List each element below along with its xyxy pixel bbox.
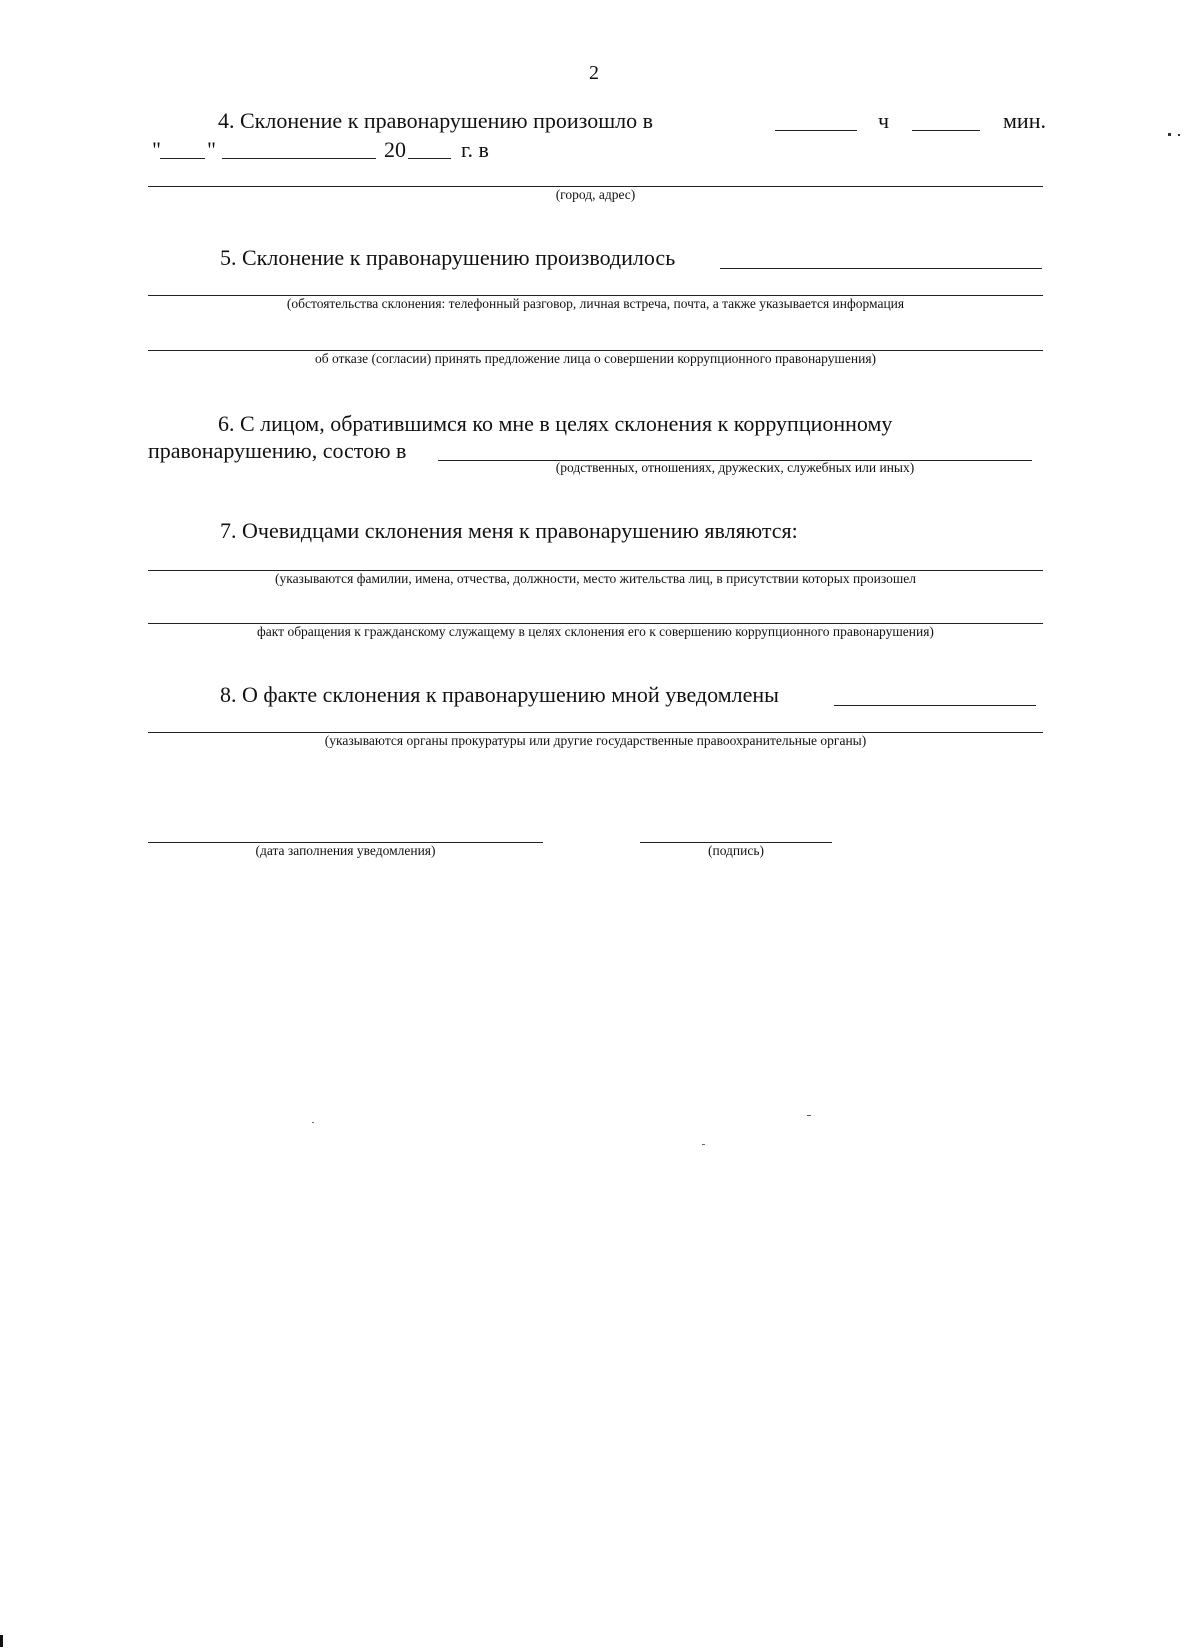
hour-label: ч	[878, 108, 890, 133]
quote-open: "	[152, 137, 161, 162]
hour-blank	[775, 130, 857, 131]
scan-speck	[0, 1635, 3, 1647]
scan-speck	[807, 1115, 811, 1116]
year-suffix: г. в	[461, 137, 489, 162]
date-caption: (дата заполнения уведомления)	[255, 843, 436, 858]
item-5-blank	[720, 268, 1042, 269]
item-5-caption-2: об отказе (согласии) принять предложение лица о совершении коррупционного правонарушения)	[314, 351, 877, 366]
day-blank	[160, 158, 205, 159]
item-8-blank	[834, 705, 1036, 706]
item-8-caption: (указываются органы прокуратуры или другие государственные правоохранительные органы)	[324, 733, 867, 748]
address-caption: (город, адрес)	[555, 187, 636, 202]
item-7-caption-1: (указываются фамилии, имена, отчества, должности, место жительства лиц, в присутствии которых произошел	[274, 571, 917, 586]
year-prefix: 20	[384, 137, 406, 162]
scan-speck	[312, 1122, 314, 1123]
scan-speck	[1178, 134, 1180, 136]
item-4-text: 4. Склонение к правонарушению произошло в	[218, 108, 654, 133]
minute-label: мин.	[1003, 108, 1046, 133]
item-6-caption: (родственных, отношениях, дружеских, служебных или иных)	[555, 460, 915, 475]
item-8-text: 8. О факте склонения к правонарушению мной уведомлены	[220, 682, 779, 707]
quote-close: "	[207, 137, 216, 162]
item-7-caption-2: факт обращения к гражданскому служащему в целях склонения его к совершению коррупционного правонарушения)	[257, 624, 934, 639]
scan-speck	[1168, 133, 1171, 136]
minute-blank	[912, 130, 980, 131]
year-blank	[408, 158, 451, 159]
signature-caption: (подпись)	[707, 843, 765, 858]
page-number: 2	[589, 62, 599, 84]
item-6-text-line-1: 6. С лицом, обратившимся ко мне в целях склонения к коррупционному	[218, 411, 893, 436]
month-blank	[222, 158, 376, 159]
scan-speck	[702, 1144, 705, 1145]
item-7-text: 7. Очевидцами склонения меня к правонарушению являются:	[220, 518, 798, 543]
item-5-caption-1: (обстоятельства склонения: телефонный разговор, личная встреча, почта, а также указывается информация	[286, 296, 905, 311]
item-6-text-line-2: правонарушению, состою в	[148, 438, 407, 463]
item-5-text: 5. Склонение к правонарушению производилось	[220, 245, 676, 270]
